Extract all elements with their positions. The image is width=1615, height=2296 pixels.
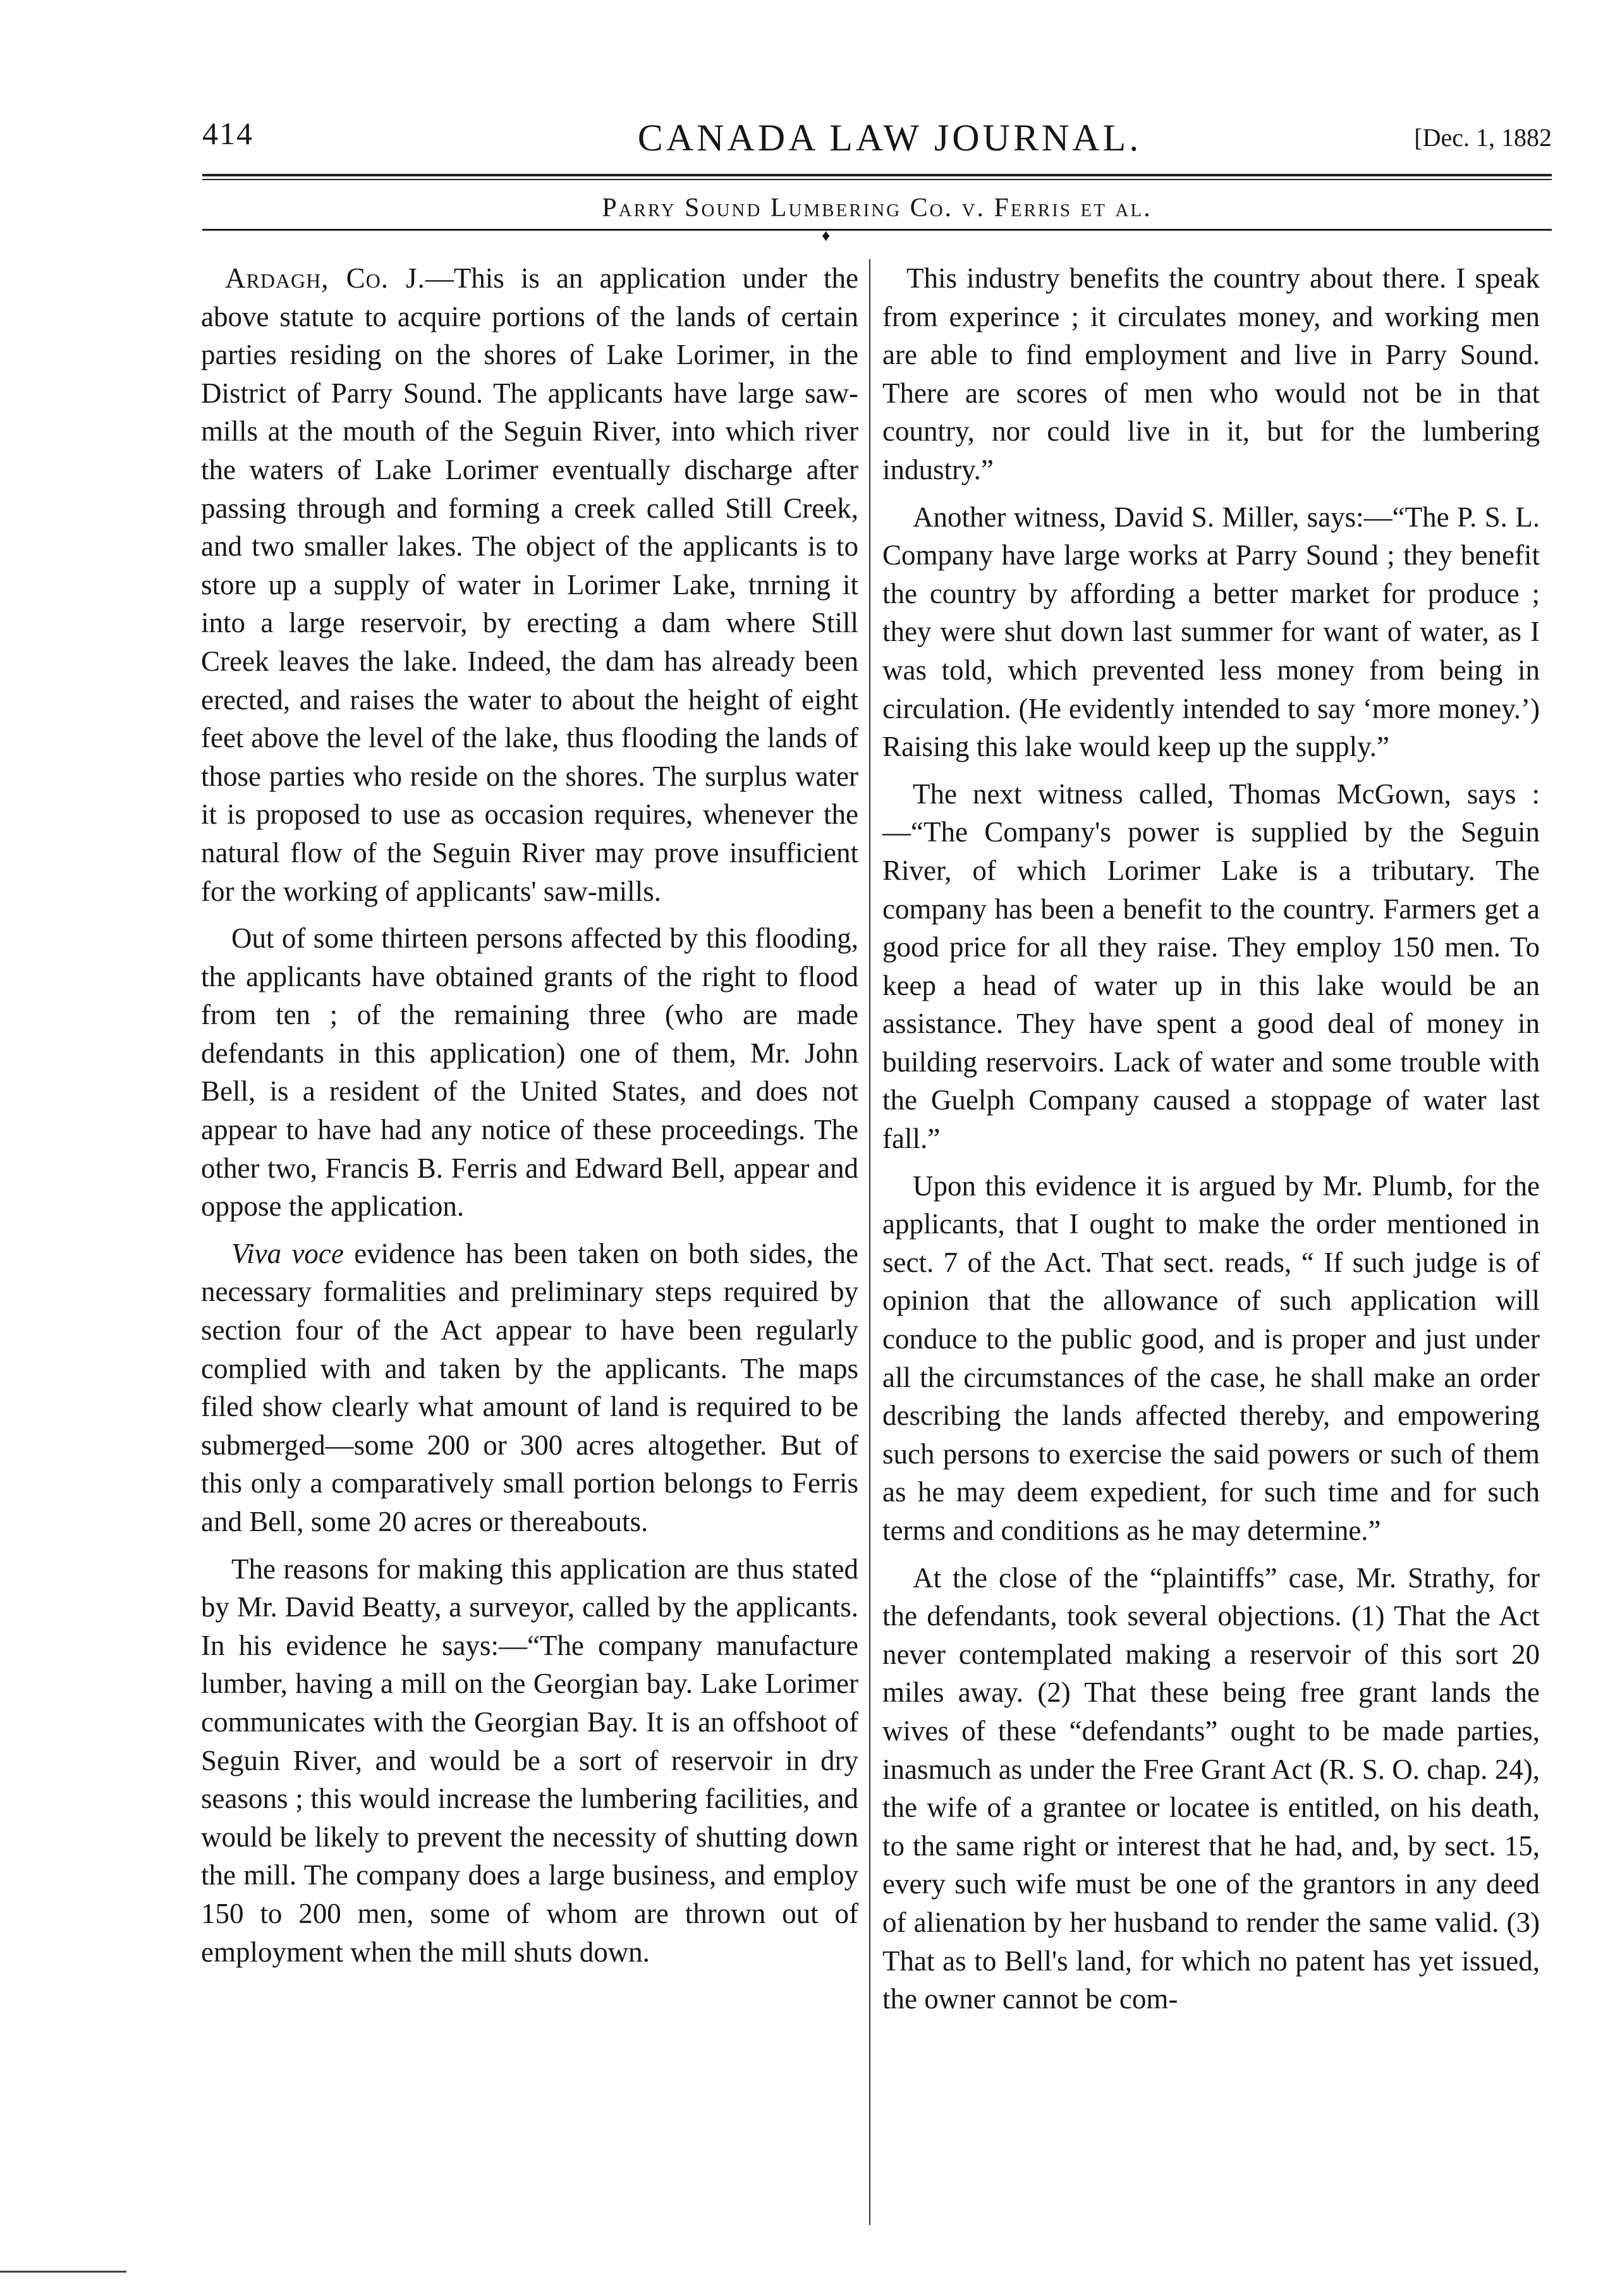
right-paragraph-2: Another witness, David S. Miller, says:—“The P. S. L. Company have large works at Parry Sound ; they benefit the country by affording a better market for produce ; they were shut down last summer for want of water, as I was told, which prevented less money from being in circulation. (He evidently intended to say ‘more money.’) Raising this lake would keep up the supply.” (882, 501, 1540, 763)
header-double-rule (202, 174, 1552, 180)
page-header (202, 109, 1552, 169)
case-title: Parry Sound Lumbering Co. v. Ferris et al. (602, 193, 1152, 223)
right-paragraph-3: The next witness called, Thomas McGown, says :—“The Company's power is supplied by the Seguin River, of which Lorimer Lake is a tributary. The company has been a benefit to the country. Farmers get a good price for all they raise. They employ 150 men. To keep a head of water up in this lake would be an assistance. They have spent a good deal of money in building reservoirs. Lack of water and some trouble with the Guelph Company caused a stoppage of water last fall.” (882, 778, 1540, 1155)
case-title-rule (202, 229, 1552, 231)
left-paragraph-4: The reasons for making this application are thus stated by Mr. David Beatty, a surveyor, called by the applicants. In his evidence he says:—“The company manufacture lumber, having a mill on the Georgian bay. Lake Lorimer communicates with the Georgian Bay. It is an offshoot of Seguin River, and would be a sort of reservoir in dry seasons ; this would increase the lumbering facilities, and would be likely to prevent the necessity of shutting down the mill. The company does a large business, and employ 150 to 200 men, some of whom are thrown out of employment when the mill shuts down. (201, 1553, 858, 1968)
journal-title: CANADA LAW JOURNAL. (637, 117, 1142, 159)
issue-date: [Dec. 1, 1882 (1414, 123, 1552, 152)
footer-rule (0, 2271, 126, 2273)
right-paragraph-5: At the close of the “plaintiffs” case, Mr. Strathy, for the defendants, took several objections. (1) That the Act never contemplated making a reservoir of this sort 20 miles away. (2) That these being free grant lands the wives of these “defendants” ought to be made parties, inasmuch as under the Free Grant Act (R. S. O. chap. 24), the wife of a grantee or locatee is entitled, on his death, to the same right or interest that he had, and, by sect. 15, every such wife must be one of the grantors in any deed of alienation by her husband to render the same valid. (3) That as to Bell's land, for which no patent has yet issued, the owner cannot be com- (882, 1561, 1540, 2015)
right-column (882, 259, 1540, 2027)
right-paragraph-4: Upon this evidence it is argued by Mr. Plumb, for the applicants, that I ought to make the order mentioned in sect. 7 of the Act. That sect. reads, “ If such judge is of opinion that the allowance of such application will conduce to the public good, and is proper and just under all the circumstances of the case, he shall make an order describing the lands affected thereby, and empowering such persons to exercise the said powers or such of them as he may deem expedient, for such time and for such terms and conditions as he may determine.” (882, 1169, 1540, 1546)
column-divider (869, 259, 870, 2225)
left-paragraph-3 (201, 1235, 858, 1541)
page-number: 414 (202, 116, 253, 151)
left-column (201, 259, 858, 1980)
viva-voce-term: Viva voce (231, 1237, 344, 1269)
rule-ornament: ♦ (822, 226, 831, 245)
left-paragraph-1 (201, 259, 858, 910)
left-paragraph-3-text: evidence has been taken on both sides, the necessary formalities and preliminary steps required by section four of the Act appear to have been regularly complied with and taken by the applicants. The maps filed show clearly what amount of land is required to be submerged—some 200 or 300 acres altogether. But of this only a comparatively small portion belongs to Ferris and Bell, some 20 acres or thereabouts. (201, 1237, 858, 1537)
judge-name: Ardagh, Co. J. (225, 262, 425, 294)
right-paragraph-1: This industry benefits the country about there. I speak from experince ; it circulates money, and working men are able to find employment and live in Parry Sound. There are scores of men who would not be in that country, nor could live in it, but for the lumbering industry.” (882, 262, 1540, 485)
left-paragraph-1-text: —This is an application under the above statute to acquire portions of the lands of certain parties residing on the shores of Lake Lorimer, in the District of Parry Sound. The applicants have large saw-mills at the mouth of the Seguin River, into which river the waters of Lake Lorimer eventually discharge after passing through and forming a creek called Still Creek, and two smaller lakes. The object of the applicants is to store up a supply of water in Lorimer Lake, tnrning it into a large reservoir, by erecting a dam where Still Creek leaves the lake. Indeed, the dam has already been erected, and raises the water to about the height of eight feet above the level of the lake, thus flooding the lands of those parties who reside on the shores. The surplus water it is proposed to use as occasion requires, whenever the natural flow of the Seguin River may prove insufficient for the working of applicants' saw-mills. (201, 262, 859, 907)
left-paragraph-2: Out of some thirteen persons affected by this flooding, the applicants have obtained grants of the right to flood from ten ; of the remaining three (who are made defendants in this application) one of them, Mr. John Bell, is a resident of the United States, and does not appear to have had any notice of these proceedings. The other two, Francis B. Ferris and Edward Bell, appear and oppose the application. (201, 922, 858, 1223)
